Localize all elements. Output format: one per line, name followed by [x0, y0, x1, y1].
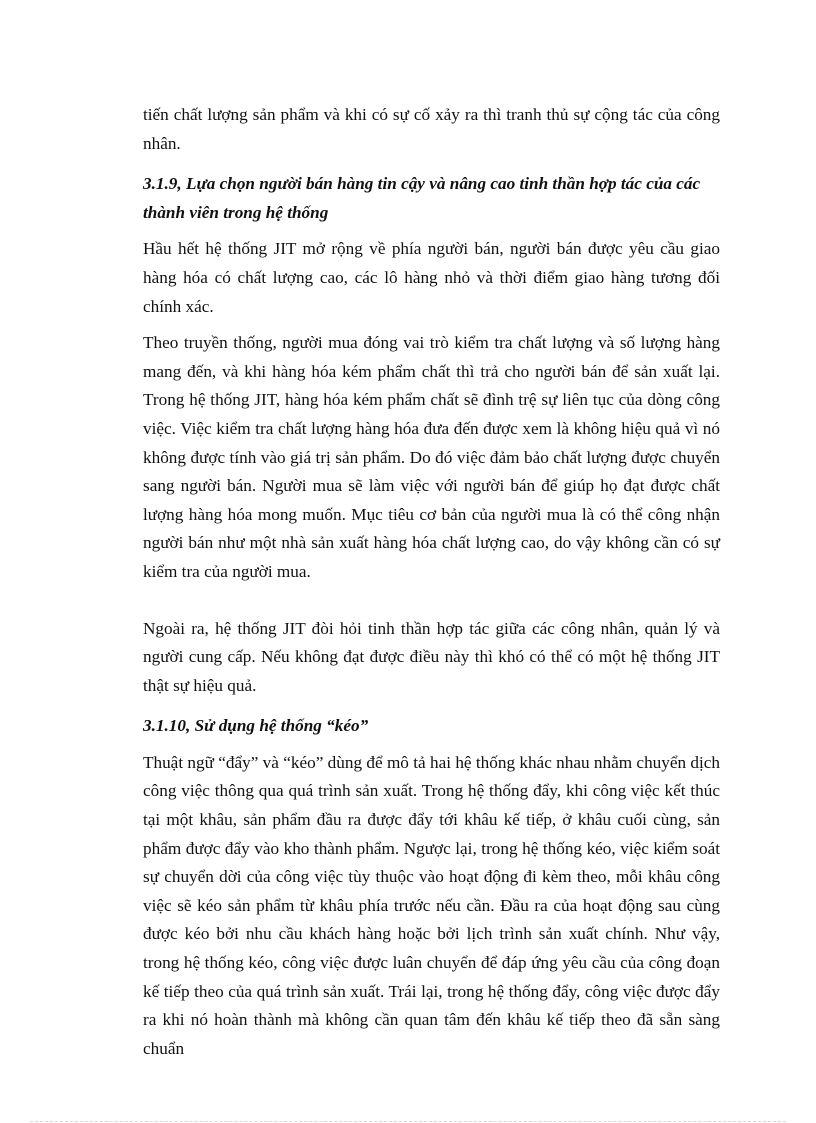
paragraph-continuation: tiến chất lượng sản phẩm và khi có sự cố xảy ra thì tranh thủ sự cộng tác của công nhân. — [143, 105, 720, 153]
paragraph-quality-inspection: Theo truyền thống, người mua đóng vai trò kiểm tra chất lượng và số lượng hàng mang đến, và khi hàng hóa kém phẩm chất thì trả cho người bán để sản xuất lại. Trong hệ thống JIT, hàng hóa kém phẩm chất sẽ đình trệ sự liên tục của dòng công việc. Việc kiểm tra chất lượng hàng hóa đưa đến được xem là không hiệu quả vì nó không được tính vào giá trị sản phẩm. Do đó việc đảm bảo chất lượng được chuyển sang người bán. Người mua sẽ làm việc với người bán để giúp họ đạt được chất lượng hàng hóa mong muốn. Mục tiêu cơ bản của người mua là có thể công nhận người bán như một nhà sản xuất hàng hóa chất lượng cao, do vậy không cần có sự kiểm tra của người mua. — [143, 333, 720, 581]
section-heading-3-1-9: 3.1.9, Lựa chọn người bán hàng tin cậy và nâng cao tinh thần hợp tác của các thành viên trong hệ thống — [143, 174, 701, 222]
section-heading-3-1-10: 3.1.10, Sử dụng hệ thống “kéo” — [143, 716, 369, 736]
paragraph-push-pull-systems: Thuật ngữ “đẩy” và “kéo” dùng để mô tả hai hệ thống khác nhau nhằm chuyển dịch công việc thông qua quá trình sản xuất. Trong hệ thống đẩy, khi công việc kết thúc tại một khâu, sản phẩm đầu ra được đẩy tới khâu kế tiếp, ở khâu cuối cùng, sản phẩm được đẩy vào kho thành phẩm. Ngược lại, trong hệ thống kéo, việc kiểm soát sự chuyển dời của công việc tùy thuộc vào hoạt động đi kèm theo, mỗi khâu công việc sẽ kéo sản phẩm từ khâu phía trước nếu cần. Đầu ra của hoạt động sau cùng được kéo bởi nhu cầu khách hàng hoặc bởi lịch trình sản xuất chính. Như vậy, trong hệ thống kéo, công việc được luân chuyển để đáp ứng yêu cầu của công đoạn kế tiếp theo của quá trình sản xuất. Trái lại, trong hệ thống đẩy, công việc được đẩy ra khi nó hoàn thành mà không cần quan tâm đến khâu kế tiếp theo đã sẵn sàng chuẩn — [143, 752, 720, 1058]
page-bottom-divider — [30, 1121, 786, 1122]
paragraph-cooperation: Ngoài ra, hệ thống JIT đòi hỏi tinh thần hợp tác giữa các công nhân, quản lý và người cung cấp. Nếu không đạt được điều này thì khó có thể có một hệ thống JIT thật sự hiệu quả. — [143, 618, 720, 695]
document-body — [143, 101, 720, 1063]
paragraph-supplier-delivery: Hầu hết hệ thống JIT mở rộng về phía người bán, người bán được yêu cầu giao hàng hóa có chất lượng cao, các lô hàng nhỏ và thời điểm giao hàng tương đối chính xác. — [143, 239, 720, 316]
